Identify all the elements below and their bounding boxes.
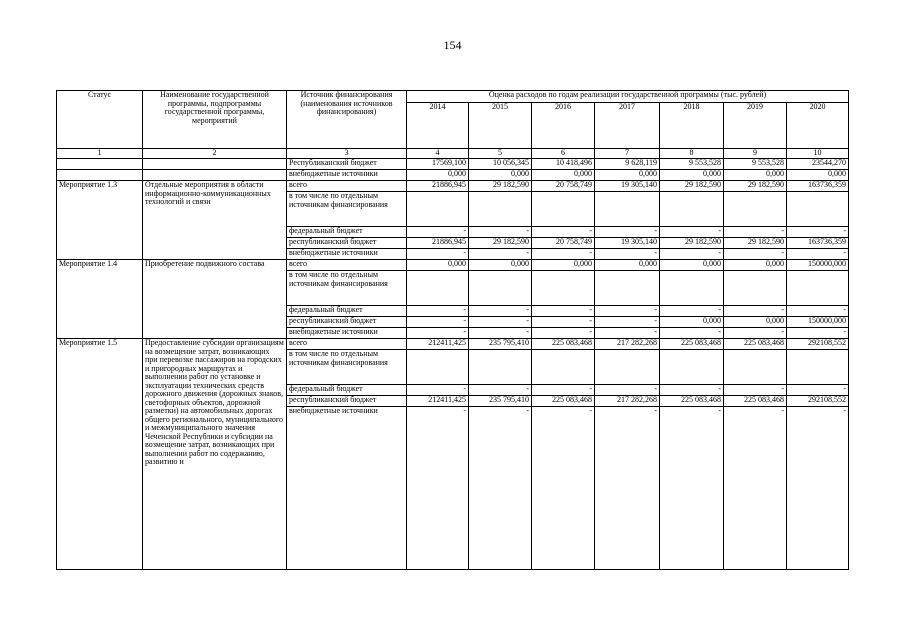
value-cell: 20 758,749: [532, 238, 595, 249]
value-cell: [660, 350, 724, 385]
value-cell: [660, 271, 724, 306]
column-number-row: [57, 149, 849, 159]
value-cell: 217 282,268: [595, 396, 660, 407]
value-cell: 21886,945: [407, 181, 469, 192]
value-cell: 150000,000: [787, 317, 849, 328]
value-cell: 9 553,528: [724, 159, 787, 170]
page-number: 154: [443, 38, 462, 52]
value-cell: 225 083,468: [724, 396, 787, 407]
column-number: 7: [595, 149, 660, 159]
value-cell: 23544,270: [787, 159, 849, 170]
value-cell: 0,000: [532, 170, 595, 181]
source-cell: республиканский бюджет: [287, 396, 407, 407]
value-cell: 29 182,590: [469, 181, 532, 192]
value-cell: [469, 192, 532, 227]
source-cell: внебюджетные источники: [287, 170, 407, 181]
value-cell: -: [469, 407, 532, 570]
value-cell: -: [724, 227, 787, 238]
source-cell: федеральный бюджет: [287, 306, 407, 317]
column-number: 3: [287, 149, 407, 159]
value-cell: -: [724, 306, 787, 317]
value-cell: 17569,100: [407, 159, 469, 170]
value-cell: -: [660, 306, 724, 317]
value-cell: 29 182,590: [660, 238, 724, 249]
value-cell: 19 305,140: [595, 238, 660, 249]
source-cell: Республиканский бюджет: [287, 159, 407, 170]
value-cell: [532, 271, 595, 306]
value-cell: -: [532, 385, 595, 396]
value-cell: 0,000: [407, 170, 469, 181]
value-cell: 29 182,590: [660, 181, 724, 192]
header-source: Источник финансирования (наименования источников финансирования): [287, 91, 407, 149]
measure-status: Мероприятие 1.3: [57, 181, 143, 260]
value-cell: 19 305,140: [595, 181, 660, 192]
value-cell: -: [595, 385, 660, 396]
measure-name: Отдельные мероприятия в области информационно-коммуникационных технологий и связи: [143, 181, 287, 260]
value-cell: 10 056,345: [469, 159, 532, 170]
header-estimate: Оценка расходов по годам реализации государственной программы (тыс. рублей): [407, 91, 849, 103]
value-cell: -: [469, 385, 532, 396]
value-cell: -: [532, 328, 595, 339]
value-cell: -: [407, 306, 469, 317]
name-cell: [143, 170, 287, 181]
value-cell: -: [469, 328, 532, 339]
year-header: 2014: [407, 103, 469, 149]
header-status: Статус: [57, 91, 143, 149]
value-cell: 21886,945: [407, 238, 469, 249]
value-cell: -: [469, 306, 532, 317]
value-cell: -: [595, 407, 660, 570]
value-cell: 20 758,749: [532, 181, 595, 192]
value-cell: -: [532, 317, 595, 328]
source-cell: республиканский бюджет: [287, 238, 407, 249]
column-number: 8: [660, 149, 724, 159]
budget-table: [56, 90, 849, 570]
value-cell: 225 083,468: [532, 339, 595, 350]
value-cell: [407, 271, 469, 306]
value-cell: [532, 350, 595, 385]
value-cell: -: [595, 249, 660, 260]
value-cell: 0,000: [724, 260, 787, 271]
value-cell: 0,000: [407, 260, 469, 271]
year-header: 2017: [595, 103, 660, 149]
value-cell: 163736,359: [787, 238, 849, 249]
value-cell: 0,000: [787, 170, 849, 181]
source-cell: всего: [287, 260, 407, 271]
source-cell: внебюджетные источники: [287, 328, 407, 339]
value-cell: -: [660, 227, 724, 238]
column-number: 1: [57, 149, 143, 159]
value-cell: -: [787, 407, 849, 570]
value-cell: 225 083,468: [660, 396, 724, 407]
value-cell: -: [407, 407, 469, 570]
value-cell: 0,000: [724, 170, 787, 181]
value-cell: [595, 192, 660, 227]
value-cell: 0,000: [595, 260, 660, 271]
value-cell: 0,000: [469, 260, 532, 271]
status-cell: [57, 170, 143, 181]
table-row: [57, 339, 849, 350]
column-number: 5: [469, 149, 532, 159]
value-cell: -: [595, 227, 660, 238]
value-cell: 217 282,268: [595, 339, 660, 350]
value-cell: 225 083,468: [532, 396, 595, 407]
value-cell: -: [724, 407, 787, 570]
value-cell: [595, 271, 660, 306]
source-cell: федеральный бюджет: [287, 385, 407, 396]
table-row: [57, 170, 849, 181]
value-cell: [595, 350, 660, 385]
value-cell: -: [595, 306, 660, 317]
value-cell: -: [724, 385, 787, 396]
table-row: [57, 260, 849, 271]
source-cell: внебюджетные источники: [287, 249, 407, 260]
value-cell: -: [469, 317, 532, 328]
source-cell: федеральный бюджет: [287, 227, 407, 238]
source-cell: всего: [287, 339, 407, 350]
year-header: 2016: [532, 103, 595, 149]
value-cell: -: [407, 227, 469, 238]
value-cell: 0,000: [595, 170, 660, 181]
value-cell: [407, 192, 469, 227]
value-cell: -: [660, 407, 724, 570]
source-cell: всего: [287, 181, 407, 192]
value-cell: -: [469, 227, 532, 238]
value-cell: 292108,552: [787, 396, 849, 407]
value-cell: 0,000: [469, 170, 532, 181]
value-cell: 292108,552: [787, 339, 849, 350]
value-cell: [469, 271, 532, 306]
value-cell: -: [532, 407, 595, 570]
column-number: 6: [532, 149, 595, 159]
value-cell: -: [407, 249, 469, 260]
value-cell: -: [532, 306, 595, 317]
value-cell: -: [407, 317, 469, 328]
value-cell: -: [595, 328, 660, 339]
value-cell: [407, 350, 469, 385]
header-name: Наименование государственной программы, подпрограммы государственной программы, мероприятий: [143, 91, 287, 149]
value-cell: 0,000: [724, 317, 787, 328]
value-cell: -: [787, 227, 849, 238]
column-number: 2: [143, 149, 287, 159]
column-number: 10: [787, 149, 849, 159]
source-cell: республиканский бюджет: [287, 317, 407, 328]
source-cell: в том числе по отдельным источникам финансирования: [287, 350, 407, 385]
value-cell: 0,000: [660, 317, 724, 328]
measure-status: Мероприятие 1.4: [57, 260, 143, 339]
measure-status: Мероприятие 1.5: [57, 339, 143, 570]
value-cell: [469, 350, 532, 385]
value-cell: -: [724, 328, 787, 339]
year-header: 2015: [469, 103, 532, 149]
value-cell: -: [660, 328, 724, 339]
value-cell: -: [407, 328, 469, 339]
year-header: 2019: [724, 103, 787, 149]
value-cell: [660, 192, 724, 227]
value-cell: -: [787, 249, 849, 260]
value-cell: -: [787, 385, 849, 396]
value-cell: [724, 271, 787, 306]
value-cell: 29 182,590: [469, 238, 532, 249]
table-row: [57, 181, 849, 192]
status-cell: [57, 159, 143, 170]
value-cell: 235 795,410: [469, 396, 532, 407]
value-cell: -: [724, 249, 787, 260]
source-cell: внебюджетные источники: [287, 407, 407, 570]
value-cell: -: [787, 328, 849, 339]
value-cell: -: [660, 385, 724, 396]
value-cell: [532, 192, 595, 227]
value-cell: [787, 271, 849, 306]
value-cell: 225 083,468: [660, 339, 724, 350]
source-cell: в том числе по отдельным источникам финансирования: [287, 192, 407, 227]
table-row: [57, 159, 849, 170]
measure-name: Приобретение подвижного состава: [143, 260, 287, 339]
value-cell: -: [469, 249, 532, 260]
value-cell: 0,000: [660, 170, 724, 181]
value-cell: 9 628,119: [595, 159, 660, 170]
year-header: 2018: [660, 103, 724, 149]
value-cell: 212411,425: [407, 396, 469, 407]
value-cell: 235 795,410: [469, 339, 532, 350]
value-cell: 0,000: [660, 260, 724, 271]
column-number: 4: [407, 149, 469, 159]
value-cell: [724, 350, 787, 385]
value-cell: -: [787, 306, 849, 317]
value-cell: 150000,000: [787, 260, 849, 271]
value-cell: 29 182,590: [724, 181, 787, 192]
value-cell: 163736,359: [787, 181, 849, 192]
value-cell: 0,000: [532, 260, 595, 271]
value-cell: 29 182,590: [724, 238, 787, 249]
measure-name: Предоставление субсидии организациям на возмещение затрат, возникающих при перевозке пассажиров на городских и пригородных маршрутах и выполнении работ по установке и эксплуатации технических средств дорожного движения (дорожных знаков, светофорных объектов, дорожной разметки) на автомобильных дорогах общего регионального, муниципального и межмуниципального значения Чеченской Республики и субсидии на возмещение затрат, возникающих при выполнении работ по содержанию, развитию и: [143, 339, 287, 570]
value-cell: 212411,425: [407, 339, 469, 350]
value-cell: -: [595, 317, 660, 328]
source-cell: в том числе по отдельным источникам финансирования: [287, 271, 407, 306]
name-cell: [143, 159, 287, 170]
value-cell: 10 418,496: [532, 159, 595, 170]
value-cell: 9 553,528: [660, 159, 724, 170]
value-cell: [787, 350, 849, 385]
table-body: [57, 159, 849, 570]
value-cell: [787, 192, 849, 227]
value-cell: [724, 192, 787, 227]
year-header: 2020: [787, 103, 849, 149]
value-cell: -: [532, 227, 595, 238]
value-cell: -: [407, 385, 469, 396]
value-cell: -: [660, 249, 724, 260]
column-number: 9: [724, 149, 787, 159]
value-cell: 225 083,468: [724, 339, 787, 350]
value-cell: -: [532, 249, 595, 260]
